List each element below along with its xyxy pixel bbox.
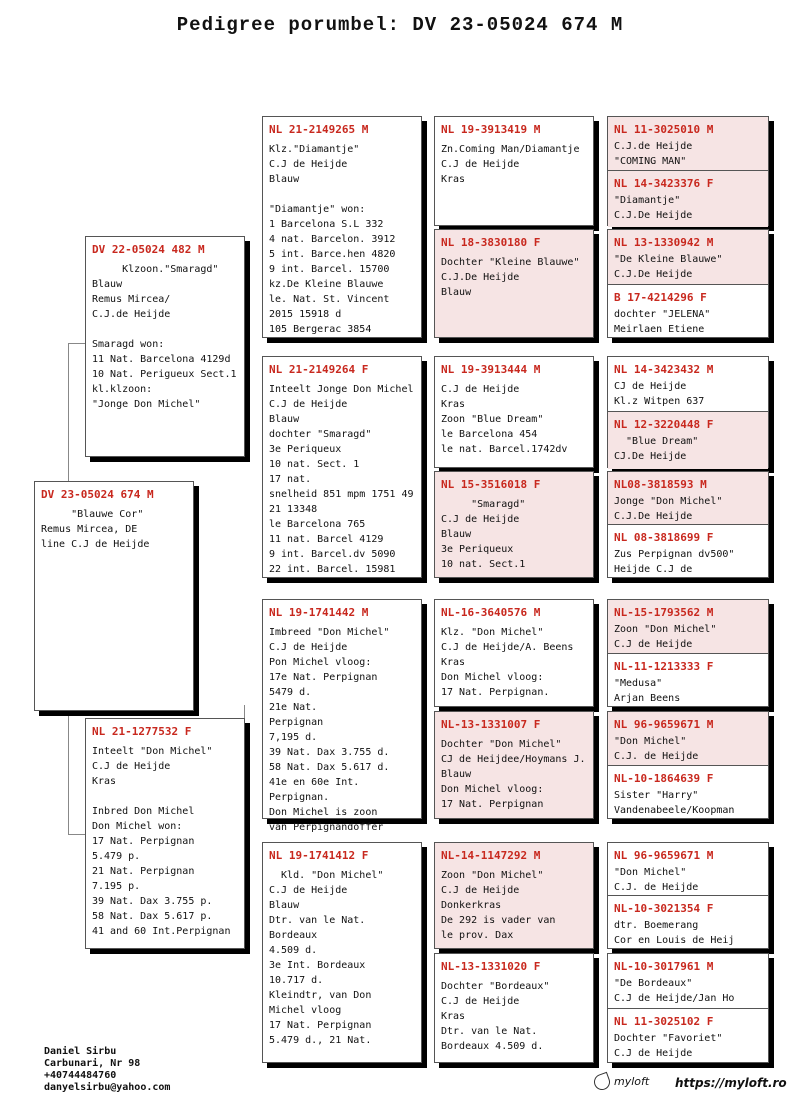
card-text: Kld. "Don Michel" C.J de Heijde Blauw Dtr. van le Nat. Bordeaux 4.509 d. 3e Int. Bordeaux 10.717 d. Kleindtr, van Don Michel vloog 17 Nat. Perpignan 5.479 d., 21 Nat. xyxy=(269,870,384,1046)
card-text: Klzoon."Smaragd" Blauw Remus Mircea/ C.J.de Heijde Smaragd won: 11 Nat. Barcelona 4129d 10 Nat. Perigueux Sect.1 kl.klzoon: "Jonge Don Michel" xyxy=(92,264,237,410)
ring-number: NL-10-1864639 F xyxy=(614,772,714,785)
ring-number: NL 19-3913444 M xyxy=(441,363,541,376)
card-text: "Don Michel" C.J. de Heijde xyxy=(614,736,699,762)
card-text: "Blue Dream" CJ.De Heijde xyxy=(614,436,699,462)
card-text: dtr. Boemerang Cor en Louis de Heij xyxy=(614,920,735,946)
card-text: Klz."Diamantje" C.J de Heijde Blauw "Diamantje" won: 1 Barcelona S.L 332 4 nat. Barcelon. 3912 5 int. Barce.hen 4820 9 int. Barcel. 15700 kz.De Kleine Blauwe le. Nat. St. Vincent 2015 15918 d 105 Bergerac 3854 xyxy=(269,144,396,335)
ancestor-cell xyxy=(608,843,768,895)
ancestor-cell xyxy=(608,712,768,765)
card-text: Zoon "Don Michel" C.J de Heijde Donkerkras De 292 is vader van le prov. Dax xyxy=(441,870,556,941)
subject-card xyxy=(34,481,194,711)
card-text: "Diamantje" C.J.De Heijde xyxy=(614,195,693,221)
ancestor-cell xyxy=(608,954,768,1008)
ring-number: NL-16-3640576 M xyxy=(441,606,541,619)
connector-line xyxy=(68,343,69,481)
great-grandparent-card xyxy=(434,116,594,226)
gen4-pair xyxy=(607,229,769,338)
card-text: "Don Michel" C.J. de Heijde xyxy=(614,867,699,893)
ring-number: NL-10-3021354 F xyxy=(614,902,714,915)
ring-number: NL 21-1277532 F xyxy=(92,725,192,738)
card-text: Dochter "Kleine Blauwe" C.J.De Heijde Blauw xyxy=(441,257,580,298)
ring-number: NL 08-3818699 F xyxy=(614,531,714,544)
ancestor-cell xyxy=(608,524,768,579)
connector-line xyxy=(68,712,69,834)
ancestor-cell xyxy=(608,357,768,411)
card-text: Zn.Coming Man/Diamantje C.J de Heijde Kras xyxy=(441,144,580,185)
gen4-pair xyxy=(607,356,769,468)
grandparent-card xyxy=(262,599,422,833)
gen4-pair xyxy=(607,599,769,707)
bird-icon xyxy=(592,1072,613,1093)
card-text: "De Kleine Blauwe" C.J.De Heijde xyxy=(614,254,723,280)
ring-number: NL 96-9659671 M xyxy=(614,849,714,862)
gen4-pair xyxy=(607,711,769,819)
ring-number: NL-13-1331020 F xyxy=(441,960,541,973)
ring-number: NL 19-1741412 F xyxy=(269,849,369,862)
grandparent-card xyxy=(262,116,422,338)
ring-number: NL 14-3423432 M xyxy=(614,363,714,376)
card-text: "Medusa" Arjan Beens xyxy=(614,678,681,704)
ring-number: NL 15-3516018 F xyxy=(441,478,541,491)
card-text: Dochter "Don Michel" CJ de Heijdee/Hoymans J. Blauw Don Michel vloog: 17 Nat. Perpignan xyxy=(441,739,586,810)
gen4-pair xyxy=(607,842,769,949)
ring-number: NL 96-9659671 M xyxy=(614,718,714,731)
ancestor-cell xyxy=(608,284,768,339)
great-grandparent-card xyxy=(434,356,594,468)
ancestor-cell xyxy=(608,230,768,284)
great-grandparent-card xyxy=(434,471,594,578)
great-grandparent-card xyxy=(434,711,594,819)
card-text: Zoon "Don Michel" C.J de Heijde xyxy=(614,624,717,650)
gen4-pair xyxy=(607,471,769,578)
owner-contact: Daniel Sirbu Carbunari, Nr 98 +40744484760 danyelsirbu@yahoo.com xyxy=(44,1046,171,1093)
ancestor-cell xyxy=(608,411,768,469)
card-text: C.J.de Heijde "COMING MAN" xyxy=(614,141,693,167)
ring-number: NL 12-3220448 F xyxy=(614,418,714,431)
card-text: CJ de Heijde Kl.z Witpen 637 xyxy=(614,381,705,407)
card-text: Imbreed "Don Michel" C.J de Heijde Pon Michel vloog: 17e Nat. Perpignan 5479 d. 21e Nat. Perpignan 7,195 d. 39 Nat. Dax 3.755 d. 58 Nat. Dax 5.617 d. 41e en 60e Int. Perpignan. Don Michel is zoon van Perpignandoffer xyxy=(269,627,390,833)
card-text: C.J de Heijde Kras Zoon "Blue Dream" le Barcelona 454 le nat. Barcel.1742dv xyxy=(441,384,568,455)
connector-line xyxy=(68,834,85,835)
ring-number: NL 19-1741442 M xyxy=(269,606,369,619)
ring-number: NL-14-1147292 M xyxy=(441,849,541,862)
ring-number: B 17-4214296 F xyxy=(614,291,707,304)
connector-line xyxy=(68,343,85,344)
ring-number: DV 22-05024 482 M xyxy=(92,243,205,256)
card-text: Dochter "Favoriet" C.J de Heijde xyxy=(614,1033,723,1059)
great-grandparent-card xyxy=(434,599,594,707)
ring-number: NL 13-1330942 M xyxy=(614,236,714,249)
ancestor-cell xyxy=(608,1008,768,1064)
great-grandparent-card xyxy=(434,842,594,949)
card-text: Inteelt "Don Michel" C.J de Heijde Kras Inbred Don Michel Don Michel won: 17 Nat. Perpignan 5.479 p. 21 Nat. Perpignan 7.195 p. 39 Nat. Dax 3.755 p. 58 Nat. Dax 5.617 p. 41 and 60 Int.Perpignan xyxy=(92,746,231,937)
ancestor-cell xyxy=(608,117,768,170)
ring-number: NL-13-1331007 F xyxy=(441,718,541,731)
ring-number: NL 11-3025102 F xyxy=(614,1015,714,1028)
gen4-pair xyxy=(607,953,769,1063)
myloft-logo xyxy=(594,1074,649,1090)
ring-number: NL 14-3423376 F xyxy=(614,177,714,190)
ring-number: NL08-3818593 M xyxy=(614,478,707,491)
ring-number: NL 21-2149264 F xyxy=(269,363,369,376)
grandparent-card xyxy=(262,356,422,578)
ancestor-cell xyxy=(608,653,768,708)
ancestor-cell xyxy=(608,600,768,653)
card-text: Jonge "Don Michel" C.J.De Heijde xyxy=(614,496,723,522)
sire-card xyxy=(85,236,245,457)
site-link[interactable]: https://myloft.ro xyxy=(675,1076,787,1090)
ring-number: NL-11-1213333 F xyxy=(614,660,714,673)
card-text: Inteelt Jonge Don Michel C.J de Heijde Blauw dochter "Smaragd" 3e Periqueux 10 nat. Sect. 1 17 nat. snelheid 851 mpm 1751 49 21 13348 le Barcelona 765 11 nat. Barcel 4129 9 int. Barcel.dv 5090 22 int. Barcel. 15981 xyxy=(269,384,414,575)
ring-number: DV 23-05024 674 M xyxy=(41,488,154,501)
ring-number: NL 11-3025010 M xyxy=(614,123,714,136)
ring-number: NL 21-2149265 M xyxy=(269,123,369,136)
logo-text: myloft xyxy=(614,1075,650,1088)
card-text: Klz. "Don Michel" C.J de Heijde/A. Beens Kras Don Michel vloog: 17 Nat. Perpignan. xyxy=(441,627,574,698)
page-title: Pedigree porumbel: DV 23-05024 674 M xyxy=(176,14,624,36)
great-grandparent-card xyxy=(434,229,594,338)
ring-number: NL 19-3913419 M xyxy=(441,123,541,136)
dam-card xyxy=(85,718,245,949)
ring-number: NL-10-3017961 M xyxy=(614,960,714,973)
ring-number: NL 18-3830180 F xyxy=(441,236,541,249)
card-text: "Smaragd" C.J de Heijde Blauw 3e Periqueux 10 nat. Sect.1 xyxy=(441,499,526,570)
ancestor-cell xyxy=(608,170,768,227)
card-text: Sister "Harry" Vandenabeele/Koopman xyxy=(614,790,735,816)
card-text: dochter "JELENA" Meirlaen Etiene xyxy=(614,309,711,335)
ring-number: NL-15-1793562 M xyxy=(614,606,714,619)
ancestor-cell xyxy=(608,765,768,820)
great-grandparent-card xyxy=(434,953,594,1063)
card-text: Zus Perpignan dv500" Heijde C.J de xyxy=(614,549,735,575)
card-text: Dochter "Bordeaux" C.J de Heijde Kras Dtr. van le Nat. Bordeaux 4.509 d. xyxy=(441,981,550,1052)
ancestor-cell xyxy=(608,895,768,950)
grandparent-card xyxy=(262,842,422,1063)
gen4-pair xyxy=(607,116,769,226)
ancestor-cell xyxy=(608,472,768,524)
card-text: "Blauwe Cor" Remus Mircea, DE line C.J de Heijde xyxy=(41,509,150,550)
card-text: "De Bordeaux" C.J de Heijde/Jan Ho xyxy=(614,978,735,1004)
